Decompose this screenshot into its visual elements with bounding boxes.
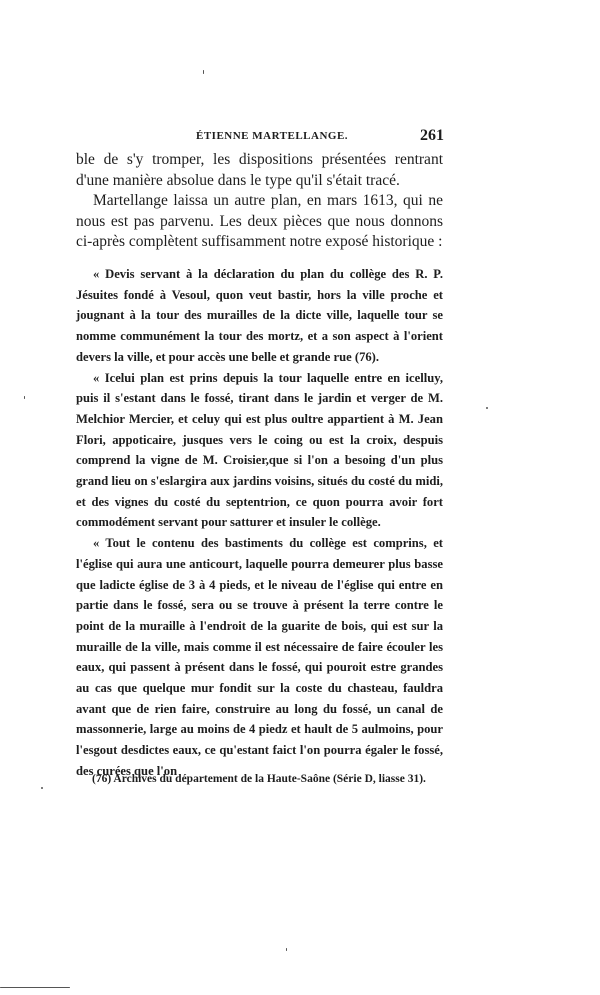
footnote: (76) Archives du département de la Haute-Saône (Série D, liasse 31).	[92, 773, 426, 785]
scan-speck	[286, 948, 287, 951]
paragraph-martellange: Martellange laissa un autre plan, en mars 1613, qui ne nous est pas parvenu. Les deux pièces que nous donnons ci-après complètent suffisamment notre exposé historique :	[76, 192, 443, 251]
running-header	[74, 127, 444, 148]
scan-speck	[41, 787, 43, 789]
main-text	[76, 150, 443, 253]
scan-speck	[486, 407, 488, 409]
quote-paragraph: « Tout le contenu des bastiments du collège est comprins, et l'église qui aura une anticourt, laquelle pourra demeurer plus basse que ladicte église de 3 à 4 pieds, et le niveau de l'église qui entre en partie dans le fossé, sera ou se trouve à présent la terre contre le point de la muraille à l'endroit de la guarite de bois, qui est sur la muraille de la ville, mais comme il est nécessaire de faire écouler les eaux, qui passent à présent dans le fossé, qui pouroit estre grandes au cas que quelque mur fondit sur la coste du chasteau, fauldra avant que de rien faire, construire au long du fossé, un canal de massonnerie, large au moins de 4 piedz et hault de 5 aulmoins, pour l'esgout desdictes eaux, ce qu'estant faict l'on pourra égaler le fossé, des curées que l'on	[76, 536, 443, 778]
scan-speck	[24, 396, 25, 399]
scan-speck	[0, 987, 70, 988]
page-number: 261	[420, 127, 444, 144]
quote-paragraph: « Devis servant à la déclaration du plan du collège des R. P. Jésuites fondé à Vesoul, quon veut bastir, hors la ville proche et jougnant à la tour des murailles de la dicte ville, laquelle tour se nomme communément la tour des mortz, et a son aspect à l'orient devers la ville, et pour accès une belle et grande rue (76).	[76, 267, 443, 364]
paragraph-continuation: ble de s'y tromper, les dispositions présentées rentrant d'une manière absolue dans le type qu'il s'était tracé.	[76, 151, 443, 189]
quote-paragraph: « Icelui plan est prins depuis la tour laquelle entre en icelluy, puis il s'estant dans le fossé, tirant dans le jardin et verger de M. Melchior Mercier, et celuy qui est plus oultre appartient à M. Jean Flori, appoticaire, jusques vers le coing ou est la croix, despuis comprend la vigne de M. Croisier,que si l'on a besoing d'un plus grand lieu on s'eslargira aux jardins voisins, situés du costé du midi, et des vignes du costé du septentrion, ce quon pourra avoir fort commodément servant pour satturer et insuler le collège.	[76, 370, 443, 530]
scan-speck	[203, 70, 204, 74]
running-title: ÉTIENNE MARTELLANGE.	[196, 130, 349, 142]
quoted-devis	[76, 264, 443, 782]
